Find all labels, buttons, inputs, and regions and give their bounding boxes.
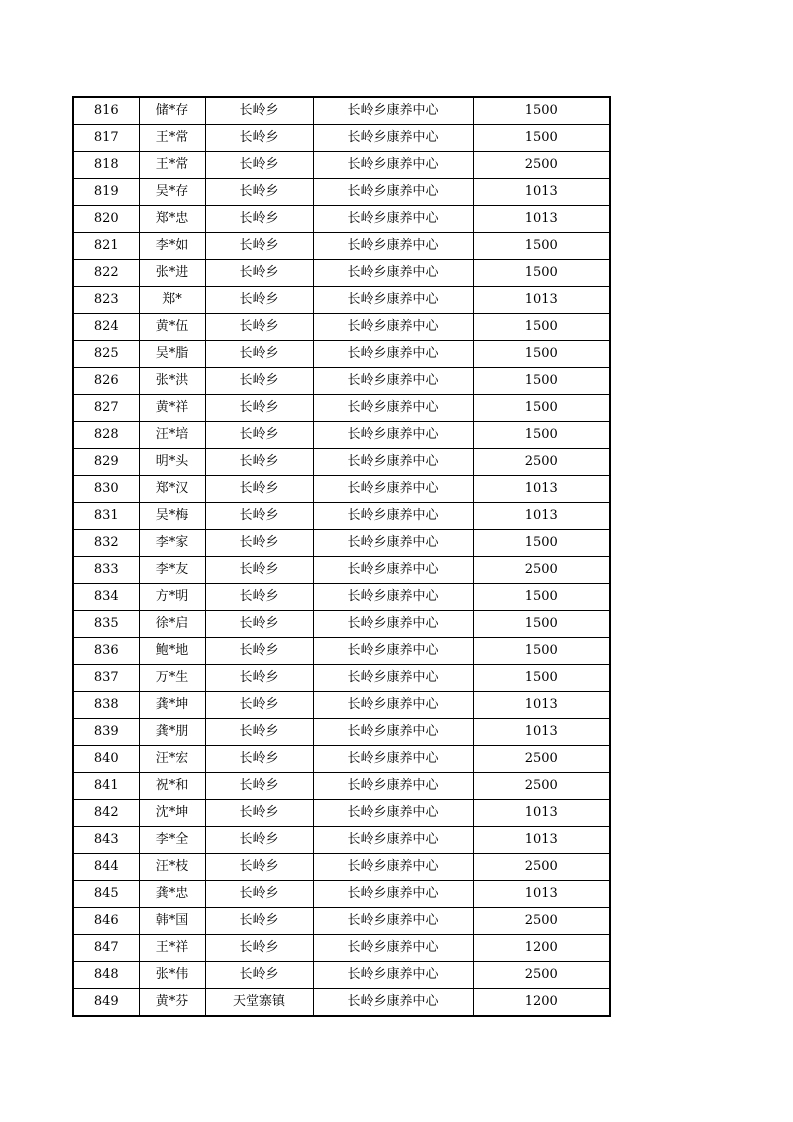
township-cell: 长岭乡: [205, 557, 313, 584]
name-cell: 龚*坤: [139, 692, 205, 719]
table-row: [73, 746, 610, 773]
institution-cell: 长岭乡康养中心: [313, 233, 473, 260]
row-number-cell: 831: [73, 503, 139, 530]
table-row: [73, 233, 610, 260]
township-cell: 长岭乡: [205, 449, 313, 476]
name-cell: 李*如: [139, 233, 205, 260]
table-row: [73, 800, 610, 827]
township-cell: 长岭乡: [205, 665, 313, 692]
name-cell: 吴*存: [139, 179, 205, 206]
name-cell: 郑*汉: [139, 476, 205, 503]
township-cell: 长岭乡: [205, 179, 313, 206]
table-row: [73, 206, 610, 233]
institution-cell: 长岭乡康养中心: [313, 287, 473, 314]
table-row: [73, 611, 610, 638]
institution-cell: 长岭乡康养中心: [313, 206, 473, 233]
institution-cell: 长岭乡康养中心: [313, 746, 473, 773]
row-number-cell: 820: [73, 206, 139, 233]
table-row: [73, 908, 610, 935]
institution-cell: 长岭乡康养中心: [313, 935, 473, 962]
data-table: [72, 96, 611, 1017]
row-number-cell: 816: [73, 97, 139, 125]
row-number-cell: 824: [73, 314, 139, 341]
table-row: [73, 368, 610, 395]
row-number-cell: 841: [73, 773, 139, 800]
table-row: [73, 341, 610, 368]
table-row: [73, 935, 610, 962]
amount-cell: 1013: [473, 827, 610, 854]
amount-cell: 1013: [473, 206, 610, 233]
name-cell: 汪*枝: [139, 854, 205, 881]
row-number-cell: 840: [73, 746, 139, 773]
institution-cell: 长岭乡康养中心: [313, 395, 473, 422]
institution-cell: 长岭乡康养中心: [313, 665, 473, 692]
name-cell: 李*家: [139, 530, 205, 557]
name-cell: 汪*宏: [139, 746, 205, 773]
name-cell: 明*头: [139, 449, 205, 476]
name-cell: 黄*伍: [139, 314, 205, 341]
row-number-cell: 829: [73, 449, 139, 476]
name-cell: 韩*国: [139, 908, 205, 935]
name-cell: 张*洪: [139, 368, 205, 395]
name-cell: 王*祥: [139, 935, 205, 962]
township-cell: 长岭乡: [205, 692, 313, 719]
table-row: [73, 584, 610, 611]
row-number-cell: 846: [73, 908, 139, 935]
township-cell: 长岭乡: [205, 908, 313, 935]
row-number-cell: 845: [73, 881, 139, 908]
institution-cell: 长岭乡康养中心: [313, 179, 473, 206]
table-row: [73, 692, 610, 719]
amount-cell: 2500: [473, 854, 610, 881]
township-cell: 长岭乡: [205, 719, 313, 746]
amount-cell: 1013: [473, 287, 610, 314]
institution-cell: 长岭乡康养中心: [313, 422, 473, 449]
row-number-cell: 842: [73, 800, 139, 827]
name-cell: 王*常: [139, 152, 205, 179]
name-cell: 方*明: [139, 584, 205, 611]
township-cell: 长岭乡: [205, 530, 313, 557]
township-cell: 长岭乡: [205, 233, 313, 260]
name-cell: 沈*坤: [139, 800, 205, 827]
amount-cell: 1200: [473, 989, 610, 1017]
township-cell: 长岭乡: [205, 638, 313, 665]
table-row: [73, 449, 610, 476]
institution-cell: 长岭乡康养中心: [313, 341, 473, 368]
name-cell: 郑*: [139, 287, 205, 314]
table-row: [73, 287, 610, 314]
institution-cell: 长岭乡康养中心: [313, 260, 473, 287]
amount-cell: 1500: [473, 97, 610, 125]
institution-cell: 长岭乡康养中心: [313, 827, 473, 854]
township-cell: 长岭乡: [205, 881, 313, 908]
row-number-cell: 836: [73, 638, 139, 665]
amount-cell: 1500: [473, 395, 610, 422]
amount-cell: 1500: [473, 260, 610, 287]
township-cell: 长岭乡: [205, 260, 313, 287]
row-number-cell: 847: [73, 935, 139, 962]
institution-cell: 长岭乡康养中心: [313, 476, 473, 503]
township-cell: 长岭乡: [205, 584, 313, 611]
table-row: [73, 962, 610, 989]
township-cell: 长岭乡: [205, 935, 313, 962]
row-number-cell: 832: [73, 530, 139, 557]
row-number-cell: 839: [73, 719, 139, 746]
township-cell: 长岭乡: [205, 422, 313, 449]
name-cell: 万*生: [139, 665, 205, 692]
name-cell: 汪*培: [139, 422, 205, 449]
amount-cell: 1500: [473, 368, 610, 395]
table-row: [73, 638, 610, 665]
institution-cell: 长岭乡康养中心: [313, 611, 473, 638]
row-number-cell: 821: [73, 233, 139, 260]
amount-cell: 2500: [473, 449, 610, 476]
table-row: [73, 97, 610, 125]
name-cell: 李*全: [139, 827, 205, 854]
institution-cell: 长岭乡康养中心: [313, 719, 473, 746]
institution-cell: 长岭乡康养中心: [313, 368, 473, 395]
township-cell: 长岭乡: [205, 368, 313, 395]
township-cell: 长岭乡: [205, 152, 313, 179]
amount-cell: 1013: [473, 179, 610, 206]
name-cell: 郑*忠: [139, 206, 205, 233]
amount-cell: 2500: [473, 962, 610, 989]
row-number-cell: 828: [73, 422, 139, 449]
amount-cell: 2500: [473, 908, 610, 935]
township-cell: 天堂寨镇: [205, 989, 313, 1017]
table-row: [73, 395, 610, 422]
amount-cell: 2500: [473, 773, 610, 800]
institution-cell: 长岭乡康养中心: [313, 854, 473, 881]
amount-cell: 1013: [473, 503, 610, 530]
table-body: [73, 97, 610, 1016]
amount-cell: 1500: [473, 422, 610, 449]
table-row: [73, 179, 610, 206]
township-cell: 长岭乡: [205, 206, 313, 233]
row-number-cell: 823: [73, 287, 139, 314]
table-row: [73, 557, 610, 584]
amount-cell: 1500: [473, 584, 610, 611]
amount-cell: 1500: [473, 233, 610, 260]
row-number-cell: 834: [73, 584, 139, 611]
table-row: [73, 854, 610, 881]
township-cell: 长岭乡: [205, 287, 313, 314]
township-cell: 长岭乡: [205, 314, 313, 341]
table-row: [73, 665, 610, 692]
row-number-cell: 826: [73, 368, 139, 395]
row-number-cell: 825: [73, 341, 139, 368]
row-number-cell: 844: [73, 854, 139, 881]
table-row: [73, 125, 610, 152]
amount-cell: 1013: [473, 692, 610, 719]
row-number-cell: 838: [73, 692, 139, 719]
row-number-cell: 830: [73, 476, 139, 503]
name-cell: 鲍*地: [139, 638, 205, 665]
township-cell: 长岭乡: [205, 611, 313, 638]
institution-cell: 长岭乡康养中心: [313, 881, 473, 908]
amount-cell: 1013: [473, 719, 610, 746]
institution-cell: 长岭乡康养中心: [313, 449, 473, 476]
township-cell: 长岭乡: [205, 773, 313, 800]
name-cell: 吴*脂: [139, 341, 205, 368]
amount-cell: 1200: [473, 935, 610, 962]
township-cell: 长岭乡: [205, 800, 313, 827]
township-cell: 长岭乡: [205, 97, 313, 125]
institution-cell: 长岭乡康养中心: [313, 638, 473, 665]
row-number-cell: 827: [73, 395, 139, 422]
institution-cell: 长岭乡康养中心: [313, 584, 473, 611]
name-cell: 李*友: [139, 557, 205, 584]
row-number-cell: 819: [73, 179, 139, 206]
row-number-cell: 849: [73, 989, 139, 1017]
table-row: [73, 476, 610, 503]
table-row: [73, 314, 610, 341]
institution-cell: 长岭乡康养中心: [313, 989, 473, 1017]
township-cell: 长岭乡: [205, 962, 313, 989]
amount-cell: 1500: [473, 611, 610, 638]
township-cell: 长岭乡: [205, 854, 313, 881]
institution-cell: 长岭乡康养中心: [313, 125, 473, 152]
name-cell: 龚*朋: [139, 719, 205, 746]
township-cell: 长岭乡: [205, 476, 313, 503]
institution-cell: 长岭乡康养中心: [313, 962, 473, 989]
amount-cell: 1500: [473, 638, 610, 665]
institution-cell: 长岭乡康养中心: [313, 530, 473, 557]
row-number-cell: 822: [73, 260, 139, 287]
table-row: [73, 530, 610, 557]
institution-cell: 长岭乡康养中心: [313, 800, 473, 827]
township-cell: 长岭乡: [205, 341, 313, 368]
row-number-cell: 818: [73, 152, 139, 179]
name-cell: 龚*忠: [139, 881, 205, 908]
row-number-cell: 817: [73, 125, 139, 152]
institution-cell: 长岭乡康养中心: [313, 97, 473, 125]
table-row: [73, 989, 610, 1017]
institution-cell: 长岭乡康养中心: [313, 503, 473, 530]
name-cell: 黄*芬: [139, 989, 205, 1017]
name-cell: 黄*祥: [139, 395, 205, 422]
name-cell: 张*进: [139, 260, 205, 287]
institution-cell: 长岭乡康养中心: [313, 314, 473, 341]
name-cell: 徐*启: [139, 611, 205, 638]
row-number-cell: 835: [73, 611, 139, 638]
name-cell: 张*伟: [139, 962, 205, 989]
name-cell: 祝*和: [139, 773, 205, 800]
amount-cell: 2500: [473, 557, 610, 584]
table-row: [73, 503, 610, 530]
township-cell: 长岭乡: [205, 746, 313, 773]
table-row: [73, 827, 610, 854]
township-cell: 长岭乡: [205, 395, 313, 422]
name-cell: 吴*梅: [139, 503, 205, 530]
township-cell: 长岭乡: [205, 125, 313, 152]
amount-cell: 1500: [473, 665, 610, 692]
table-row: [73, 152, 610, 179]
institution-cell: 长岭乡康养中心: [313, 692, 473, 719]
row-number-cell: 837: [73, 665, 139, 692]
amount-cell: 1013: [473, 800, 610, 827]
table-row: [73, 422, 610, 449]
amount-cell: 1500: [473, 125, 610, 152]
name-cell: 储*存: [139, 97, 205, 125]
township-cell: 长岭乡: [205, 827, 313, 854]
institution-cell: 长岭乡康养中心: [313, 152, 473, 179]
amount-cell: 1013: [473, 881, 610, 908]
row-number-cell: 833: [73, 557, 139, 584]
table-row: [73, 881, 610, 908]
amount-cell: 2500: [473, 746, 610, 773]
amount-cell: 1500: [473, 341, 610, 368]
institution-cell: 长岭乡康养中心: [313, 557, 473, 584]
township-cell: 长岭乡: [205, 503, 313, 530]
institution-cell: 长岭乡康养中心: [313, 908, 473, 935]
amount-cell: 1013: [473, 476, 610, 503]
amount-cell: 2500: [473, 152, 610, 179]
institution-cell: 长岭乡康养中心: [313, 773, 473, 800]
table-row: [73, 719, 610, 746]
row-number-cell: 843: [73, 827, 139, 854]
amount-cell: 1500: [473, 314, 610, 341]
name-cell: 王*常: [139, 125, 205, 152]
table-row: [73, 773, 610, 800]
table-row: [73, 260, 610, 287]
row-number-cell: 848: [73, 962, 139, 989]
amount-cell: 1500: [473, 530, 610, 557]
